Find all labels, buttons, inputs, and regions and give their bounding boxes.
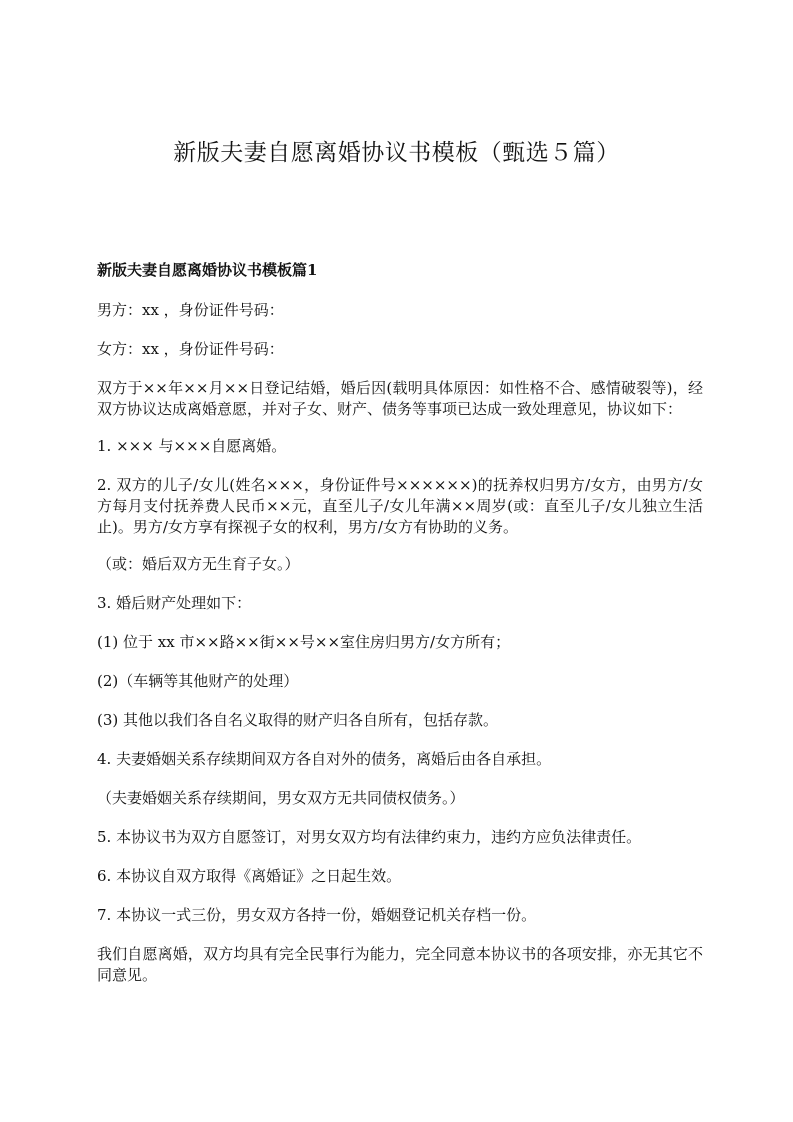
clause-3-item-1: (1) 位于 xx 市××路××街××号××室住房归男方/女方所有； xyxy=(97,633,511,651)
section-heading: 新版夫妻自愿离婚协议书模板篇1 xyxy=(97,261,318,279)
female-party-line: 女方：xx ，身份证件号码： xyxy=(97,340,284,358)
clause-3-item-2: (2)（车辆等其他财产的处理） xyxy=(97,672,299,690)
document-body xyxy=(97,258,703,1002)
clause-5: 5. 本协议书为双方自愿签订，对男女双方均有法律约束力，违约方应负法律责任。 xyxy=(97,828,642,846)
clause-2-alternative: （或：婚后双方无生育子女。） xyxy=(97,555,300,573)
clause-1: 1. ××× 与×××自愿离婚。 xyxy=(97,437,287,455)
clause-4-alternative: （夫妻婚姻关系存续期间，男女双方无共同债权债务。） xyxy=(97,789,465,807)
closing-statement: 我们自愿离婚，双方均具有完全民事行为能力，完全同意本协议书的各项安排，亦无其它不同意见。 xyxy=(97,945,703,984)
clause-6: 6. 本协议自双方取得《离婚证》之日起生效。 xyxy=(97,867,402,885)
male-party-line: 男方：xx ，身份证件号码： xyxy=(97,301,284,319)
clause-3-item-3: (3) 其他以我们各自名义取得的财产归各自所有，包括存款。 xyxy=(97,711,499,729)
clause-7: 7. 本协议一式三份，男女双方各持一份，婚姻登记机关存档一份。 xyxy=(97,906,537,924)
clause-3: 3. 婚后财产处理如下： xyxy=(97,594,252,612)
marriage-statement: 双方于××年××月××日登记结婚，婚后因(载明具体原因：如性格不合、感情破裂等)，经双方协议达成离婚意愿，并对子女、财产、债务等事项已达成一致处理意见，协议如下： xyxy=(97,379,703,418)
clause-4: 4. 夫妻婚姻关系存续期间双方各自对外的债务，离婚后由各自承担。 xyxy=(97,750,552,768)
clause-2: 2. 双方的儿子/女儿(姓名×××，身份证件号××××××)的抚养权归男方/女方，由男方/女方每月支付抚养费人民币××元，直至儿子/女儿年满××周岁(或：直至儿子/女儿独立生活止)。男方/女方享有探视子女的权利，男方/女方有协助的义务。 xyxy=(97,476,703,536)
document-title: 新版夫妻自愿离婚协议书模板（甄选５篇） xyxy=(173,140,620,166)
